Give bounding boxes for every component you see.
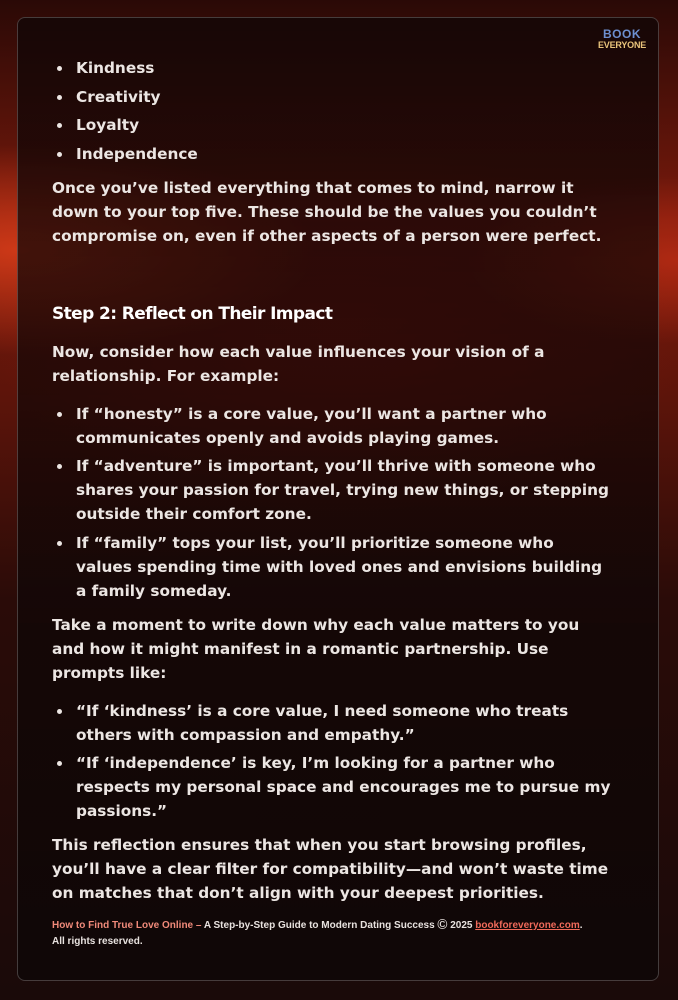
footer-copyright: Ⓒ 2025: [437, 920, 476, 931]
step2-heading: Step 2: Reflect on Their Impact: [52, 303, 333, 324]
footer-separator: –: [193, 920, 204, 931]
list-item: Loyalty: [52, 113, 612, 137]
list-item: If “honesty” is a core value, you’ll want a partner who communicates openly and avoids playing games.: [52, 402, 612, 450]
values-list: [52, 56, 612, 166]
logo-line-1: BOOK: [603, 27, 641, 41]
footer-rights: All rights reserved.: [52, 936, 143, 947]
list-item: If “family” tops your list, you’ll prioritize someone who values spending time with loved ones and envisions building a family someday.: [52, 531, 612, 603]
list-item: “If ‘independence’ is key, I’m looking for a partner who respects my personal space and encourages me to pursue my passions.”: [52, 751, 612, 823]
footer-website-link[interactable]: bookforeveryone.com: [475, 920, 580, 931]
impact-list: [52, 402, 612, 603]
article-body: [52, 56, 612, 905]
footer-book-title: How to Find True Love Online: [52, 920, 194, 931]
page-footer: [52, 918, 612, 950]
list-item: Creativity: [52, 85, 612, 109]
list-item: Independence: [52, 142, 612, 166]
list-item: Kindness: [52, 56, 612, 80]
footer-subtitle: A Step-by-Step Guide to Modern Dating Success: [203, 920, 438, 931]
paragraph-prompts: Take a moment to write down why each value matters to you and how it might manifest in a romantic partnership. Use prompts like:: [52, 615, 580, 682]
logo-line-2: EVERYONE: [598, 40, 647, 50]
footer-period: .: [579, 920, 583, 931]
paragraph-narrow: Once you’ve listed everything that comes to mind, narrow it down to your top five. These should be the values you couldn’t compromise on, even if other aspects of a person were perfect.: [52, 178, 602, 245]
paragraph-consider: Now, consider how each value influences your vision of a relationship. For example:: [52, 342, 545, 385]
paragraph-reflection: This reflection ensures that when you start browsing profiles, you’ll have a clear filter for compatibility—and won’t waste time on matches that don’t align with your deepest priorities.: [52, 836, 609, 902]
list-item: “If ‘kindness’ is a core value, I need someone who treats others with compassion and empathy.”: [52, 699, 612, 747]
page-card: [17, 17, 659, 981]
prompts-list: [52, 699, 612, 824]
list-item: If “adventure” is important, you’ll thrive with someone who shares your passion for travel, trying new things, or stepping outside their comfort zone.: [52, 454, 612, 526]
brand-logo[interactable]: [598, 28, 646, 50]
